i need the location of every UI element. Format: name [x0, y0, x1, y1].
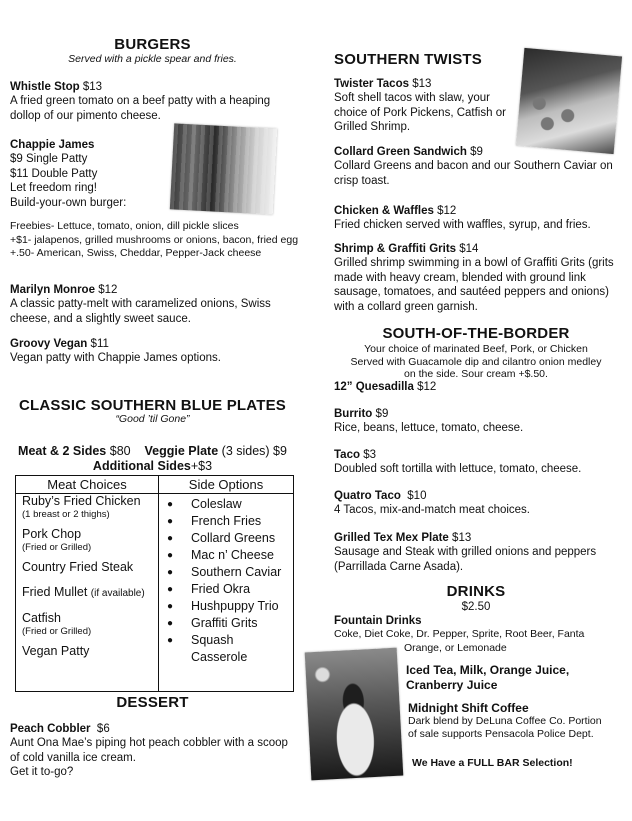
- item-name: Shrimp & Graffiti Grits: [334, 243, 457, 255]
- coffee-desc-cont: of sale supports Pensacola Police Dept.: [408, 728, 594, 740]
- meat-choice: Ruby’s Fried Chicken (1 breast or 2 thighs): [22, 494, 141, 520]
- item-price: $14: [459, 243, 479, 255]
- bullet-icon: ●: [167, 567, 174, 578]
- burger-toppings: [10, 220, 300, 261]
- item-line: Let freedom ring!: [10, 182, 97, 194]
- item-desc: A classic patty-melt with caramelized onions, Swiss cheese, and a slightly sweet sauce.: [10, 298, 271, 325]
- item-price: $12: [98, 284, 118, 296]
- item-name: Taco: [334, 449, 360, 461]
- item-name: Grilled Tex Mex Plate: [334, 532, 449, 544]
- item-price: $13: [412, 78, 432, 90]
- item-name: Twister Tacos: [334, 78, 409, 90]
- menu-item-burrito: [334, 407, 624, 436]
- fountain-drinks-list-cont: Orange, or Lemonade: [404, 641, 507, 654]
- fountain-drinks-label: Fountain Drinks: [334, 615, 422, 627]
- fountain-drinks-list: Coke, Diet Coke, Dr. Pepper, Sprite, Root Beer, Fanta: [334, 628, 585, 640]
- additional-sides-label: Additional Sides: [92, 459, 191, 473]
- item-desc: Sausage and Steak with grilled onions and peppers (Parrillada Carne Asada).: [334, 546, 597, 573]
- item-desc: Aunt Ona Mae’s piping hot peach cobbler with a scoop of cold vanilla ice cream.: [10, 737, 288, 764]
- side-option: ● Squash Casserole: [167, 633, 248, 664]
- bullet-icon: ●: [167, 635, 174, 646]
- blue-plates-table: [15, 475, 294, 692]
- menu-item-marilyn-monroe: [10, 283, 300, 326]
- item-desc: 4 Tacos, mix-and-match meat choices.: [334, 504, 531, 516]
- menu-item-collard-green-sandwich: [334, 145, 624, 188]
- item-desc: A fried green tomato on a beef patty with a heaping dollop of our pimento cheese.: [10, 95, 271, 122]
- item-price: $13: [452, 532, 472, 544]
- meat-choice: Pork Chop (Fried or Grilled): [22, 527, 92, 553]
- menu-item-tex-mex-plate: [334, 531, 624, 574]
- veggie-plate-label: Veggie Plate: [144, 444, 219, 458]
- item-price: $9: [375, 408, 389, 420]
- side-option: ● Mac n’ Cheese: [167, 548, 274, 562]
- burgers-subtitle: Served with a pickle spear and fries.: [68, 53, 237, 65]
- menu-item-twister-tacos: [334, 77, 510, 135]
- menu-item-quesadilla: [334, 380, 624, 394]
- side-option: ● Graffiti Grits: [167, 616, 258, 630]
- coffee-desc: Dark blend by DeLuna Coffee Co. Portion: [408, 715, 602, 727]
- drinks-price: $2.50: [461, 601, 491, 613]
- item-price: $13: [82, 81, 103, 93]
- full-bar-note: We Have a FULL BAR Selection!: [412, 757, 573, 769]
- item-name: Quatro Taco: [334, 490, 401, 502]
- drinks-heading: DRINKS: [446, 583, 506, 600]
- item-price: $10: [407, 490, 427, 502]
- item-desc: Rice, beans, lettuce, tomato, cheese.: [334, 422, 524, 434]
- item-desc: Soft shell tacos with slaw, your choice of Pork Pickens, Catfish or Grilled Shrimp.: [334, 92, 506, 133]
- item-line: $11 Double Patty: [10, 167, 98, 180]
- meat-choice: Vegan Patty: [22, 644, 90, 658]
- side-option: ● Hushpuppy Trio: [167, 599, 279, 613]
- south-border-heading: SOUTH-OF-THE-BORDER: [382, 325, 570, 342]
- item-price: $12: [417, 381, 437, 393]
- veggie-plate-note: (3 sides) $9: [221, 444, 287, 458]
- blue-plates-heading: CLASSIC SOUTHERN BLUE PLATES: [18, 397, 286, 414]
- item-name: Peach Cobbler: [10, 723, 91, 735]
- meat-2-sides-price: $80: [109, 444, 131, 458]
- item-price: $11: [90, 338, 109, 350]
- bullet-icon: ●: [167, 499, 174, 510]
- side-option: ● Collard Greens: [167, 531, 276, 545]
- dessert-heading: DESSERT: [116, 694, 189, 711]
- meat-choices-header: Meat Choices: [16, 476, 159, 494]
- bullet-icon: ●: [167, 601, 174, 612]
- meat-choice: Country Fried Steak: [22, 560, 134, 574]
- menu-item-quatro-taco: [334, 489, 624, 518]
- southern-twists-heading: SOUTHERN TWISTS: [334, 51, 482, 68]
- item-name: Chicken & Waffles: [334, 205, 434, 217]
- toppings-cheese: +.50- American, Swiss, Cheddar, Pepper-Jack cheese: [10, 247, 262, 259]
- other-drinks: Iced Tea, Milk, Orange Juice, Cranberry Juice: [406, 663, 570, 692]
- bullet-icon: ●: [167, 533, 174, 544]
- blue-plates-pricing: [0, 444, 305, 474]
- menu-item-peach-cobbler: [10, 722, 300, 780]
- twister-game-photo: [516, 48, 622, 154]
- menu-item-shrimp-graffiti-grits: [334, 242, 614, 314]
- item-name: 12” Quesadilla: [334, 381, 414, 393]
- menu-item-taco: [334, 448, 624, 477]
- item-desc: Vegan patty with Chappie James options.: [10, 352, 221, 364]
- coffee-label: Midnight Shift Coffee: [408, 701, 529, 715]
- toppings-free: Freebies- Lettuce, tomato, onion, dill pickle slices: [10, 220, 239, 232]
- menu-item-chicken-waffles: [334, 204, 624, 233]
- item-extra: Get it to-go?: [10, 766, 74, 778]
- bullet-icon: ●: [167, 550, 174, 561]
- burgers-heading: BURGERS: [114, 36, 191, 53]
- bullet-icon: ●: [167, 516, 174, 527]
- menu-item-whistle-stop: [10, 80, 300, 123]
- midnight-shift-coffee: [408, 701, 630, 741]
- side-option: ● French Fries: [167, 514, 262, 528]
- item-name: Collard Green Sandwich: [334, 146, 467, 158]
- meat-choice: Fried Mullet (if available): [22, 585, 145, 599]
- meat-2-sides-label: Meat & 2 Sides: [18, 444, 107, 458]
- south-border-intro: Your choice of marinated Beef, Pork, or Chicken Served with Guacamole dip and cilantro onion medley on the side. Sour cream +$.50.: [350, 343, 602, 380]
- item-desc: Fried chicken served with waffles, syrup, and fries.: [334, 219, 591, 231]
- item-name: Chappie James: [10, 139, 95, 151]
- item-name: Marilyn Monroe: [10, 284, 95, 296]
- bullet-icon: ●: [167, 584, 174, 595]
- menu-item-chappie-james: [10, 138, 170, 210]
- item-price: $3: [363, 449, 376, 461]
- item-price: $6: [96, 723, 110, 735]
- item-name: Burrito: [334, 408, 373, 420]
- item-line: $9 Single Patty: [10, 153, 88, 165]
- menu-item-groovy-vegan: [10, 337, 300, 366]
- side-options-cell: [159, 494, 294, 692]
- item-price: $9: [470, 146, 483, 158]
- meat-choice: Catfish (Fried or Grilled): [22, 611, 92, 637]
- side-option: ● Coleslaw: [167, 497, 242, 511]
- bullet-icon: ●: [167, 618, 174, 629]
- chappie-james-photo: [170, 123, 277, 214]
- item-name: Whistle Stop: [10, 81, 80, 93]
- item-desc: Collard Greens and bacon and our Southern Caviar on crisp toast.: [334, 160, 613, 187]
- meat-choices-cell: [16, 494, 159, 692]
- blue-plates-subtitle: “Good ’til Gone”: [115, 413, 190, 425]
- additional-sides-price: +$3: [190, 459, 213, 473]
- side-options-header: Side Options: [159, 476, 294, 494]
- item-name: Groovy Vegan: [10, 338, 88, 350]
- item-price: $12: [437, 205, 457, 217]
- item-desc: Doubled soft tortilla with lettuce, tomato, cheese.: [334, 463, 582, 475]
- item-desc: Grilled shrimp swimming in a bowl of Graffiti Grits (grits made with heavy cream, blended with ground link sausage, tomatoes, and sautéed peppers and onions) with a collard green garnish.: [334, 257, 614, 313]
- vintage-party-photo: [305, 648, 404, 781]
- side-option: ● Southern Caviar: [167, 565, 282, 579]
- toppings-plus-1: +$1- jalapenos, grilled mushrooms or onions, bacon, fried egg: [10, 233, 299, 246]
- item-line: Build-your-own burger:: [10, 196, 127, 209]
- side-option: ● Fried Okra: [167, 582, 251, 596]
